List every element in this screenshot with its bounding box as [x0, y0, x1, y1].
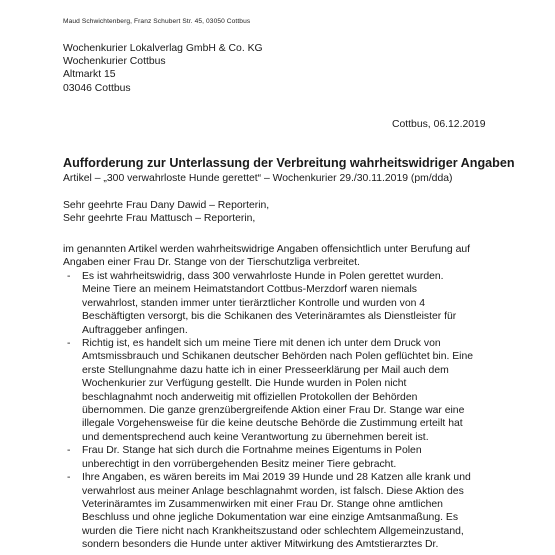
objection-line: übernommen. Die ganze grenzübergreifende Aktion einer Frau Dr. Stange war eine — [82, 405, 465, 417]
objection-line: Richtig ist, es handelt sich um meine Tiere mit denen ich unter dem Druck von — [82, 338, 441, 350]
objection-line: Beschluss und ohne jegliche Dokumentation war eine einzige Amtsanmaßung. Es — [82, 512, 459, 524]
objection-line: Wochenkurier zur Verfügung gestellt. Die Hunde wurden in Polen nicht — [82, 378, 407, 390]
intro-line: Angaben einer Frau Dr. Stange von der Tierschutzliga verbreitet. — [63, 257, 360, 269]
objection-line: Es ist wahrheitswidrig, dass 300 verwahrloste Hunde in Polen gerettet wurden. — [82, 271, 444, 282]
objection-item — [63, 444, 513, 471]
objection-line: unberechtigt in den vorrübergehenden Besitz meiner Tiere gebracht. — [82, 458, 397, 470]
objection-line: sondern besonders die Hunde unter aktiver Mitwirkung des Amtstierarztes Dr. — [82, 539, 439, 551]
intro-paragraph — [63, 243, 503, 270]
recipient-address-block — [63, 42, 263, 95]
salutation-line: Sehr geehrte Frau Dany Dawid – Reporterin, — [63, 200, 270, 211]
recipient-street: Altmarkt 15 — [63, 69, 116, 81]
recipient-office: Wochenkurier Cottbus — [63, 56, 166, 68]
bullet-dash: - — [67, 445, 71, 457]
objection-item — [63, 471, 513, 551]
objection-line: erste Stellungnahme dazu hatte ich in einer Presseerklärung per Mail auch dem — [82, 364, 449, 376]
objection-line: Frau Dr. Stange hat sich durch die Fortnahme meines Eigentums in Polen — [82, 445, 422, 457]
objection-line: Auftraggeber anfingen. — [82, 324, 188, 336]
objection-line: verwahrlost aus meiner Anlage beschlagnahmt worden, ist falsch. Diese Aktion des — [82, 485, 464, 497]
salutation-block — [63, 199, 269, 226]
objection-line: illegale Vorgehensweise für die keine deutsche Behörde die Zustimmung erteilt hat — [82, 418, 463, 430]
objection-line: beschlagnahmt noch anderweitig mit offiziellen Protokollen der Behörden — [82, 391, 418, 403]
bullet-dash: - — [67, 271, 71, 282]
objection-item — [63, 270, 513, 337]
objection-line: Veterinäramtes im Zusammenwirken mit einer Frau Dr. Stange ohne amtlichen — [82, 498, 443, 510]
article-reference: Artikel – „300 verwahrloste Hunde gerettet“ – Wochenkurier 29./30.11.2019 (pm/dda) — [63, 173, 453, 184]
objection-line: verwahrlost, standen immer unter tierärztlicher Kontrolle und wurden von 4 — [82, 297, 426, 309]
objection-line: wurden die Tiere nicht nach Krankheitszustand oder schlechtem Allgemeinzustand, — [82, 525, 464, 537]
objection-item — [63, 337, 513, 444]
recipient-company: Wochenkurier Lokalverlag GmbH & Co. KG — [63, 43, 263, 54]
objection-line: Beschäftigten versorgt, bis die Schikanen des Veterinäramtes als Dienstleister für — [82, 311, 457, 323]
objection-list — [63, 270, 513, 552]
bullet-dash: - — [67, 472, 71, 484]
bullet-dash: - — [67, 338, 71, 350]
salutation-line: Sehr geehrte Frau Mattusch – Reporterin, — [63, 213, 256, 225]
objection-line: Ihre Angaben, es wären bereits im Mai 2019 39 Hunde und 28 Katzen alle krank und — [82, 472, 471, 484]
letter-subject: Aufforderung zur Unterlassung der Verbreitung wahrheitswidriger Angaben — [63, 156, 515, 170]
objection-line: Meine Tiere an meinem Heimatstandort Cottbus-Merzdorf waren niemals — [82, 284, 417, 296]
sender-address-line: Maud Schwichtenberg, Franz Schubert Str. 45, 03050 Cottbus — [63, 18, 251, 25]
intro-line: im genannten Artikel werden wahrheitswidrige Angaben offensichtlich unter Berufung auf — [63, 244, 471, 255]
objection-line: Amtsmissbrauch und Schikanen deutscher Behörden nach Polen geflüchtet bin. Eine — [82, 351, 474, 363]
objection-line: und dementsprechend auch keine Verantwortung zu übernehmen bereit ist. — [82, 431, 429, 443]
recipient-city: 03046 Cottbus — [63, 82, 131, 94]
letter-date: Cottbus, 06.12.2019 — [392, 119, 486, 130]
